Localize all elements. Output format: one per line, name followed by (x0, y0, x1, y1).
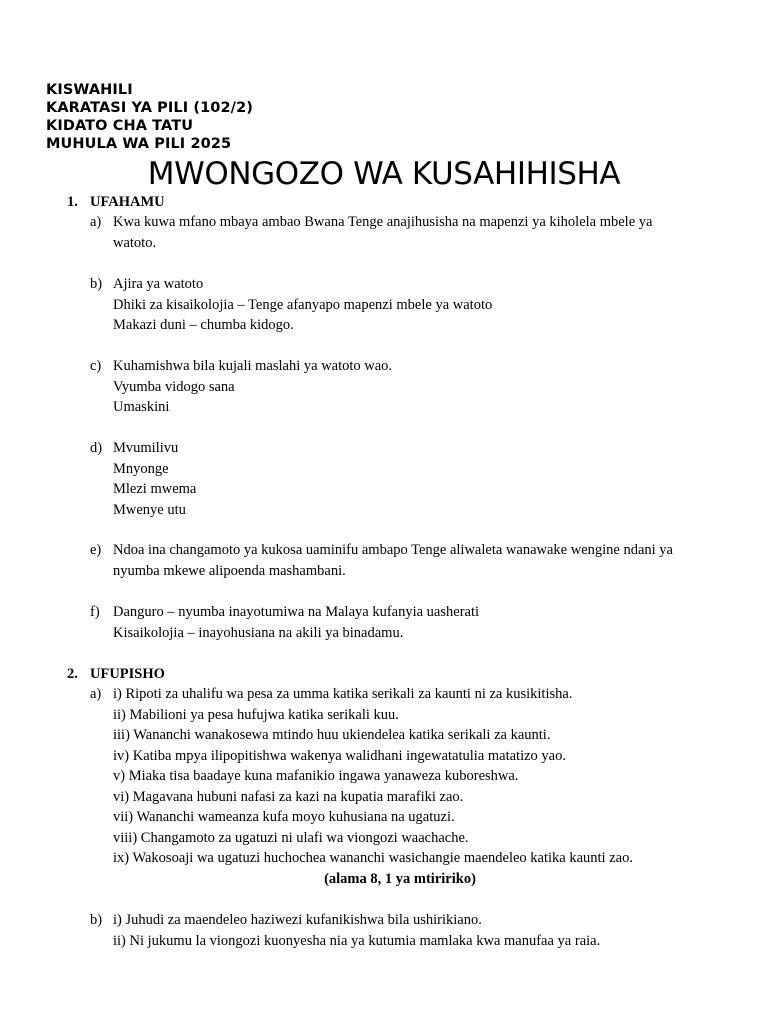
item-line: Mnyonge (113, 460, 169, 477)
item-line: Ajira ya watoto (113, 276, 204, 292)
item-line: iii) Wananchi wanakosewa mtindo huu ukiendelea katika serikali za kaunti. (113, 727, 551, 743)
item-line: vi) Magavana hubuni nafasi za kazi na kupatia marafiki zao. (113, 788, 464, 805)
item-line: Kisaikolojia – inayohusiana na akili ya binadamu. (113, 624, 404, 641)
list-item (90, 212, 710, 253)
item-line: ix) Wakosoaji wa ugatuzi huchochea wananchi wasichangie maendeleo katika kaunti zao. (113, 850, 633, 866)
section-heading-ufahamu (67, 192, 165, 213)
list-item (90, 438, 710, 520)
exam-header (46, 81, 253, 153)
item-label: c) (90, 358, 102, 374)
list-item (90, 356, 710, 418)
marks-note: (alama 8, 1 ya mtiririko) (324, 871, 476, 887)
term-line: MUHULA WA PILI 2025 (46, 136, 232, 152)
item-line: Dhiki za kisaikolojia – Tenge afanyapo mapenzi mbele ya watoto (113, 296, 493, 313)
item-line: Danguro – nyumba inayotumiwa na Malaya kufanyia uasherati (113, 604, 480, 620)
item-line: i) Juhudi za maendeleo haziwezi kufanikishwa bila ushirikiano. (113, 912, 482, 928)
section-number: 2. (67, 666, 78, 682)
item-line: Mvumilivu (113, 440, 179, 456)
item-line: Makazi duni – chumba kidogo. (113, 317, 294, 333)
form-line: KIDATO CHA TATU (46, 118, 194, 134)
subject-line: KISWAHILI (46, 82, 133, 98)
item-label: e) (90, 542, 102, 558)
item-line: v) Miaka tisa baadaye kuna mafanikio ingawa yanaweza kuboreshwa. (113, 768, 519, 784)
item-line: watoto. (113, 234, 157, 251)
section-heading-ufupisho (67, 664, 165, 685)
list-item (90, 540, 710, 581)
item-label: f) (90, 604, 100, 620)
item-line: iv) Katiba mpya ilipopitishwa wakenya walidhani ingewatatulia matatizo yao. (113, 747, 566, 764)
item-line: ii) Ni jukumu la viongozi kuonyesha nia ya kutumia mamlaka kwa manufaa ya raia. (113, 932, 601, 949)
item-line: Mwenye utu (113, 501, 186, 518)
item-label: b) (90, 912, 103, 928)
section-title: UFAHAMU (90, 194, 165, 210)
item-line: ii) Mabilioni ya pesa hufujwa katika serikali kuu. (113, 706, 399, 723)
item-label: b) (90, 276, 103, 292)
section-number: 1. (67, 194, 78, 210)
list-item (90, 274, 710, 336)
item-line: Kuhamishwa bila kujali maslahi ya watoto wao. (113, 358, 393, 374)
paper-line: KARATASI YA PILI (102/2) (46, 100, 253, 116)
item-line: Mlezi mwema (113, 481, 197, 497)
list-item (90, 910, 710, 951)
item-line: Kwa kuwa mfano mbaya ambao Bwana Tenge anajihusisha na mapenzi ya kiholela mbele ya (113, 214, 653, 230)
page-title: MWONGOZO WA KUSAHIHISHA (147, 156, 621, 192)
item-line: nyumba mkewe alipoenda mashambani. (113, 562, 346, 579)
item-line: Ndoa ina changamoto ya kukosa uaminifu ambapo Tenge aliwaleta wanawake wengine ndani ya (113, 542, 673, 558)
item-label: d) (90, 440, 103, 456)
list-item (90, 684, 710, 869)
list-item (90, 602, 710, 643)
item-line: vii) Wananchi wameanza kufa moyo kuhusiana na ugatuzi. (113, 809, 455, 825)
item-label: a) (90, 214, 102, 230)
item-line: viii) Changamoto za ugatuzi ni ulafi wa viongozi waachache. (113, 829, 469, 846)
item-line: Umaskini (113, 399, 170, 415)
section-title: UFUPISHO (90, 666, 165, 682)
item-line: i) Ripoti za uhalifu wa pesa za umma katika serikali za kaunti ni za kusikitisha. (113, 686, 573, 702)
item-line: Vyumba vidogo sana (113, 378, 235, 395)
item-label: a) (90, 686, 102, 702)
